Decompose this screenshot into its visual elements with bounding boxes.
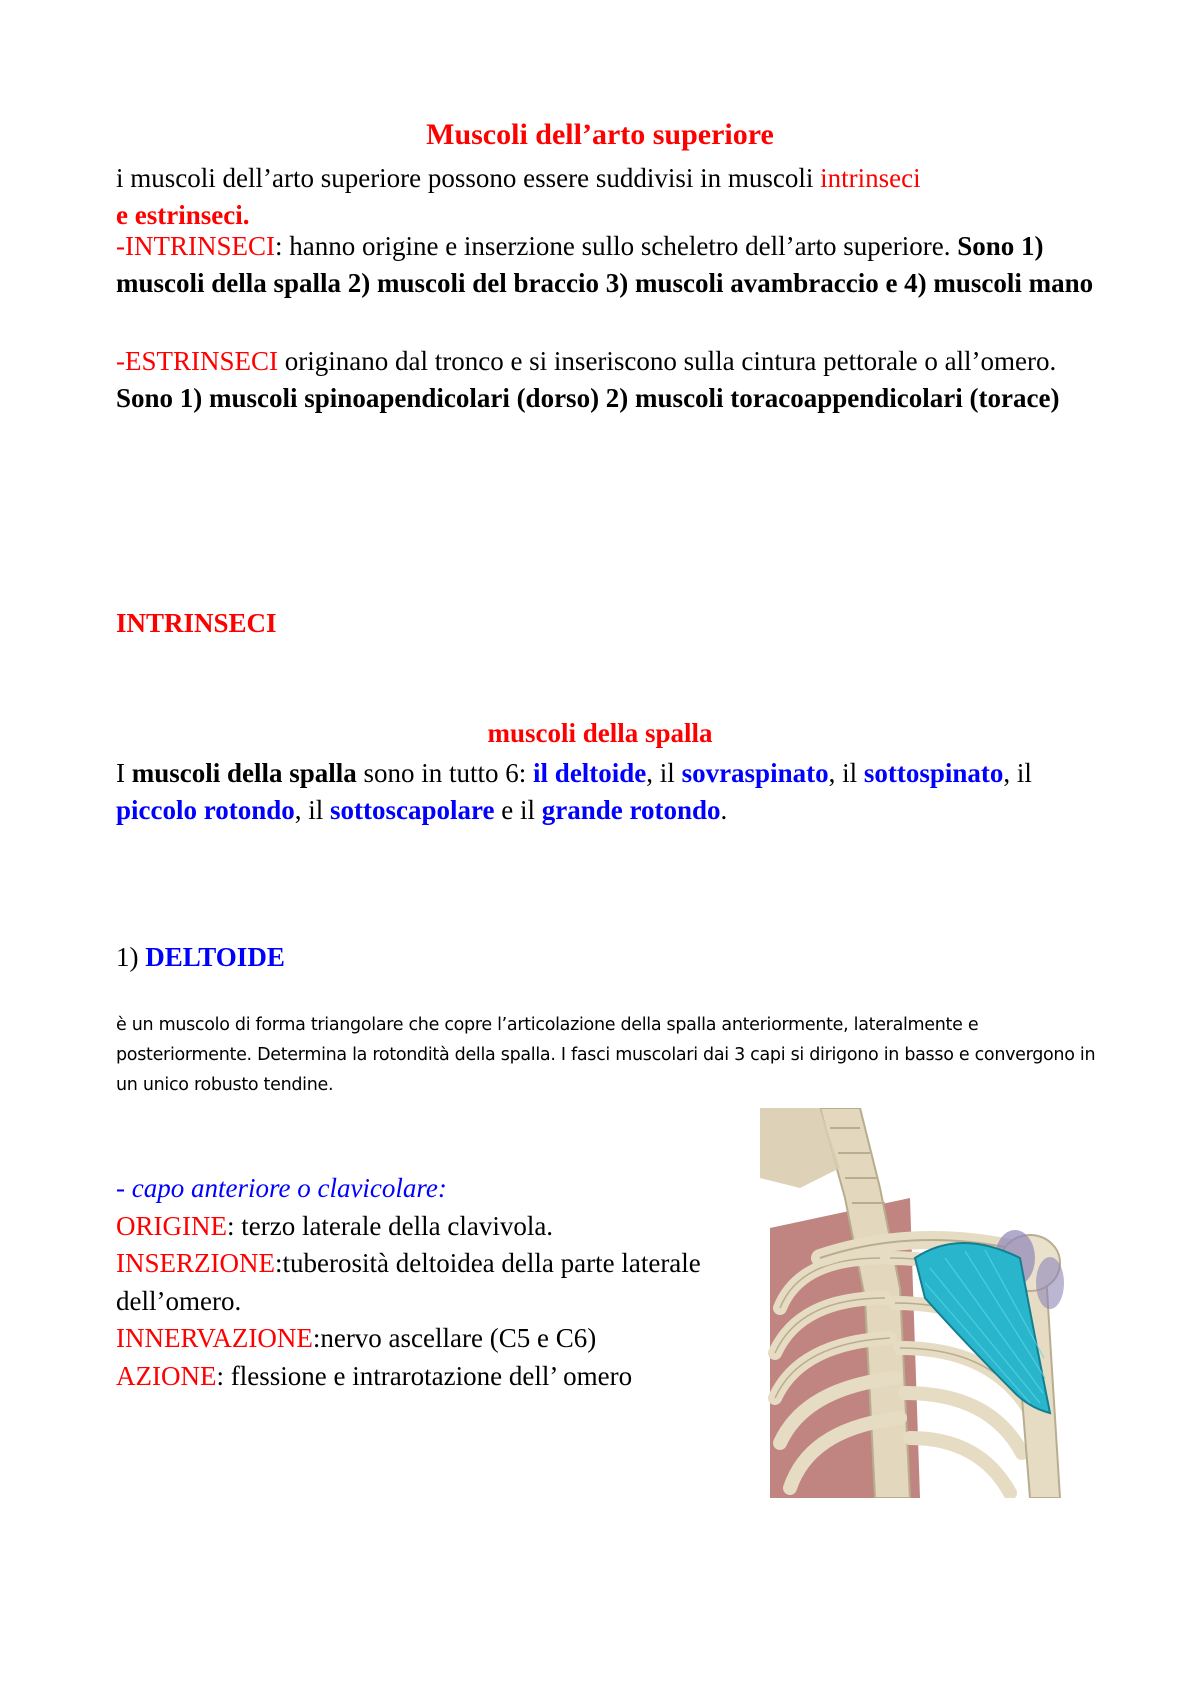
intro-text: i muscoli dell’arto superiore possono essere suddivisi in muscoli	[116, 163, 821, 193]
intro-paragraph	[116, 160, 1116, 234]
innervazione-row	[116, 1320, 756, 1358]
separator: , il	[828, 758, 864, 788]
muscle-grande-rotondo: grande rotondo	[541, 795, 721, 825]
separator: , il	[1003, 758, 1032, 788]
azione-row	[116, 1358, 756, 1396]
estrinseci-list: Sono 1) muscoli spinoapendicolari (dorso) 2) muscoli toracoappendicolari (torace)	[116, 383, 1060, 413]
deltoid-anatomy-image	[760, 1108, 1100, 1498]
deltoide-heading	[116, 942, 285, 973]
section-heading-intrinseci: INTRINSECI	[116, 608, 277, 638]
estrinseci-definition	[116, 343, 1116, 417]
muscle-sovraspinato: sovraspinato	[681, 758, 829, 788]
origine-label: ORIGINE	[116, 1210, 227, 1241]
innervazione-text: :nervo ascellare (C5 e C6)	[312, 1323, 597, 1353]
muscle-sottospinato: sottospinato	[863, 758, 1004, 788]
origine-text: : terzo laterale della clavivola.	[226, 1210, 554, 1241]
deltoide-number: 1)	[116, 942, 146, 972]
capo-anteriore-block	[116, 1170, 756, 1395]
spalla-lead-bold: muscoli della spalla	[131, 758, 357, 788]
subsection-heading-spalla: muscoli della spalla	[487, 718, 713, 748]
spalla-lead: I	[116, 758, 132, 788]
capo-title: - capo anteriore o clavicolare:	[116, 1173, 447, 1203]
intrinseci-label: -INTRINSECI	[116, 231, 275, 261]
origine-row	[116, 1208, 756, 1246]
muscle-deltoide: il deltoide	[533, 758, 647, 788]
azione-label: AZIONE	[116, 1360, 217, 1391]
estrinseci-text: originano dal tronco e si inseriscono sulla cintura pettorale o all’omero.	[278, 346, 1057, 376]
separator: , il	[294, 795, 331, 825]
estrinseci-label: -ESTRINSECI	[116, 346, 278, 376]
intrinseci-list: Sono 1) muscoli della spalla 2) muscoli del braccio 3) muscoli avambraccio e 4) muscoli mano	[116, 231, 1094, 298]
inserzione-text: :tuberosità deltoidea della parte laterale dell’omero.	[116, 1248, 701, 1316]
intrinseci-word: intrinseci	[820, 163, 921, 193]
innervazione-label: INNERVAZIONE	[116, 1323, 313, 1353]
intrinseci-text: : hanno origine e inserzione sullo scheletro dell’arto superiore.	[274, 231, 958, 261]
inserzione-label: INSERZIONE	[116, 1248, 275, 1278]
spalla-count: sono in tutto 6:	[356, 758, 534, 788]
separator: .	[720, 795, 728, 825]
page-title: Muscoli dell’arto superiore	[426, 118, 774, 151]
muscle-piccolo-rotondo: piccolo rotondo	[116, 795, 295, 825]
muscle-sottoscapolare: sottoscapolare	[330, 795, 495, 825]
separator: , il	[646, 758, 682, 788]
estrinseci-phrase: e estrinseci.	[116, 200, 250, 230]
deltoide-name: DELTOIDE	[145, 942, 285, 972]
inserzione-row	[116, 1245, 756, 1320]
deltoide-description: è un muscolo di forma triangolare che copre l’articolazione della spalla anteriormente, lateralmente e posteriormente. Determina la rotondità della spalla. I fasci muscolari dai 3 capi si dirigono in basso e convergono in un unico robusto tendine.	[116, 1015, 1096, 1095]
azione-text: : flessione e intrarotazione dell’ omero	[216, 1360, 633, 1391]
intrinseci-definition	[116, 228, 1116, 302]
separator: e il	[494, 795, 542, 825]
shoulder-skeleton-illustration	[760, 1108, 1100, 1498]
spalla-paragraph	[116, 755, 1116, 829]
